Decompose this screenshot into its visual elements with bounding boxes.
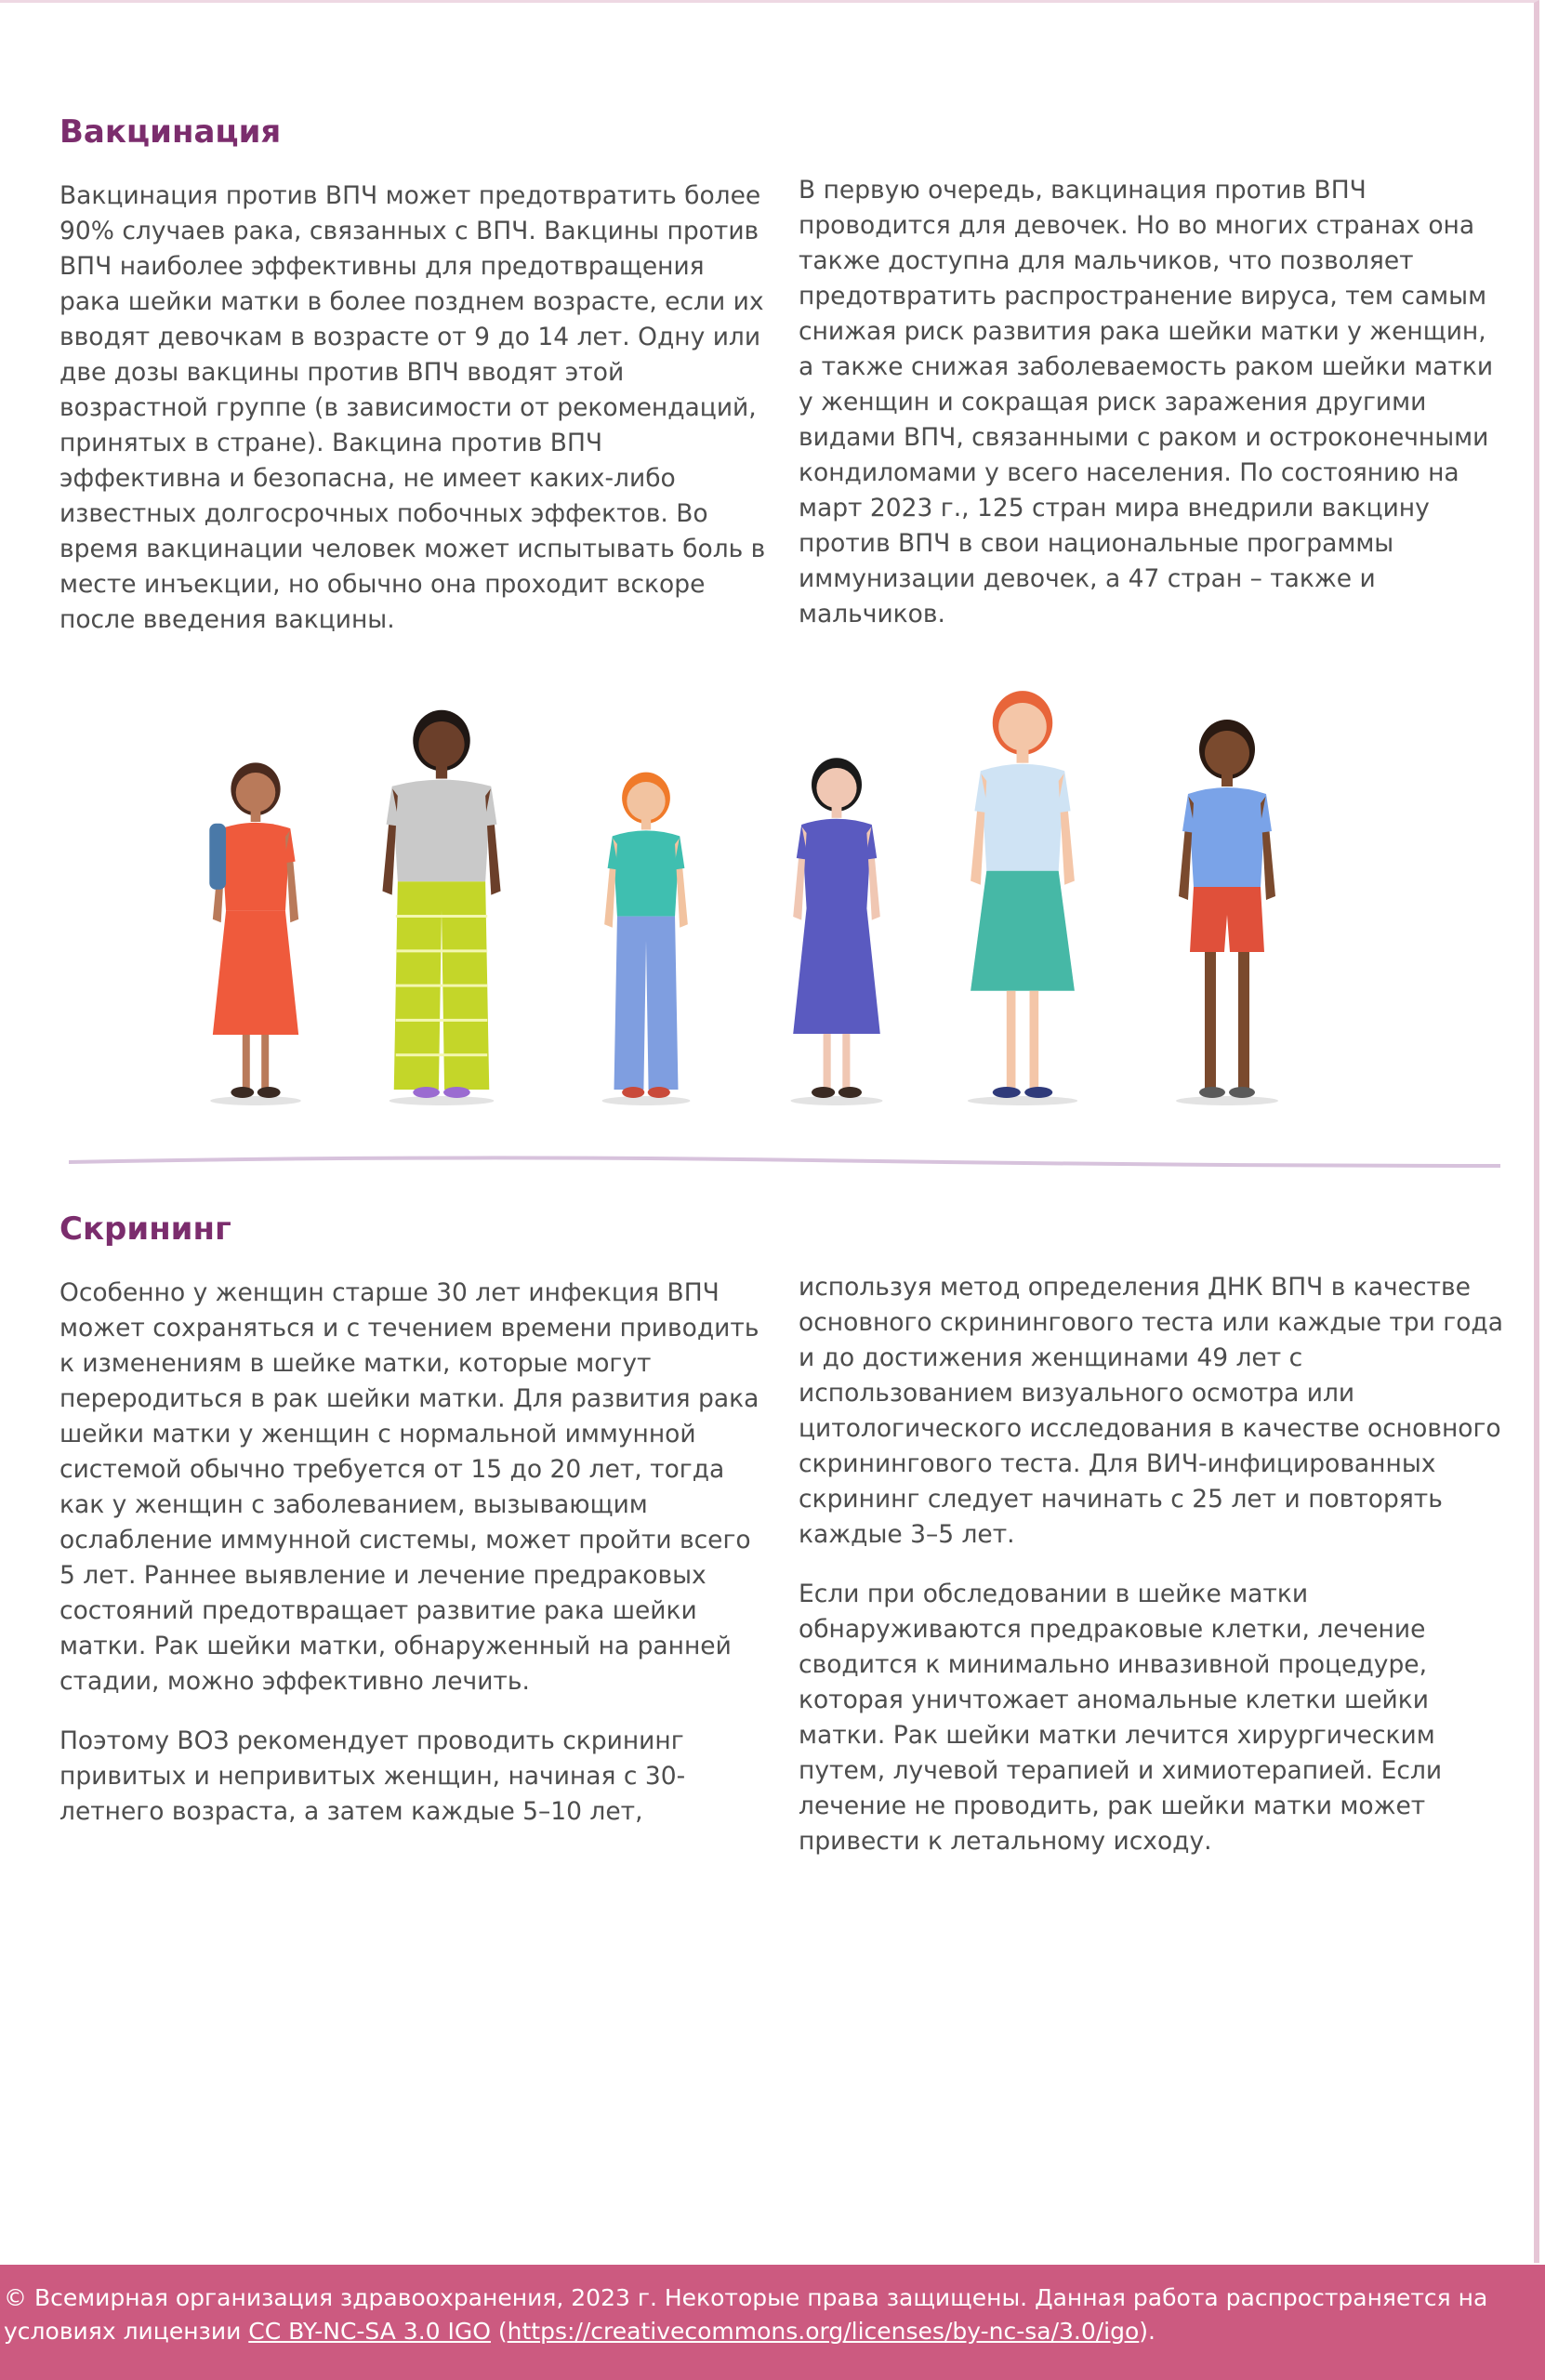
vaccination-heading: Вакцинация	[59, 113, 282, 151]
screening-paragraph: используя метод определения ДНК ВПЧ в качестве основного скринингового теста или каждые три года и до достижения женщинами 49 лет с использованием визуального осмотра или цитологического исследования в качестве основного скринингового теста. Для ВИЧ-инфицированных скрининг следует начинать с 25 лет и повторять каждые 3–5 лет.	[799, 1273, 1503, 1549]
person-figure-boy-orange-hair	[602, 773, 691, 1105]
footer-text-end: ).	[1139, 2318, 1155, 2345]
footer-paren: (	[490, 2318, 508, 2345]
screening-left-column	[59, 1276, 766, 1854]
person-figure-woman-purple-dress	[791, 758, 883, 1105]
screening-heading: Скрининг	[59, 1210, 231, 1248]
vaccination-left-column	[59, 178, 766, 662]
vaccination-paragraph: В первую очередь, вакцинация против ВПЧ проводится для девочек. Но во многих странах она также доступна для мальчиков, что позволяет предотвратить распространение вируса, тем самым снижая риск развития рака шейки матки у женщин, а также снижая заболеваемость раком шейки матки у женщин и сокращая риск заражения другими видами ВПЧ, связанными с раком и остроконечными кондиломами у всего населения. По состоянию на март 2023 г., 125 стран мира внедрили вакцину против ВПЧ в свои национальные программы иммунизации девочек, а 47 стран – также и мальчиков.	[799, 176, 1494, 628]
person-figure-man-blue-shirt	[1176, 720, 1278, 1105]
copyright-footer	[0, 2265, 1545, 2380]
people-illustration	[186, 688, 1357, 1116]
license-url-link[interactable]: https://creativecommons.org/licenses/by-nc-sa/3.0/igo	[507, 2318, 1140, 2345]
screening-paragraph: Если при обследовании в шейке матки обнаруживаются предраковые клетки, лечение сводится к минимально инвазивной процедуре, которая уничтожает аномальные клетки шейки матки. Рак шейки матки лечится хирургическим путем, лучевой терапией и химиотерапией. Если лечение не проводить, рак шейки матки может привести к летальному исходу.	[799, 1580, 1443, 1856]
section-divider	[69, 1153, 1500, 1171]
license-link[interactable]: CC BY-NC-SA 3.0 IGO	[248, 2318, 491, 2345]
person-figure-woman-grey-top	[382, 710, 500, 1105]
vaccination-right-column	[799, 173, 1505, 656]
screening-right-column	[799, 1270, 1505, 1884]
vaccination-paragraph: Вакцинация против ВПЧ может предотвратить более 90% случаев рака, связанных с ВПЧ. Вакцины против ВПЧ наиболее эффективны для предотвращения рака шейки матки в более позднем возрасте, если их вводят девочкам в возрасте от 9 до 14 лет. Одну или две дозы вакцины против ВПЧ вводят этой возрастной группе (в зависимости от рекомендаций, принятых в стране). Вакцина против ВПЧ эффективна и безопасна, не имеет каких-либо известных долгосрочных побочных эффектов. Во время вакцинации человек может испытывать боль в месте инъекции, но обычно она проходит вскоре после введения вакцины.	[59, 181, 766, 634]
person-figure-woman-red-hair	[968, 691, 1077, 1105]
footer-text: © Всемирная организация здравоохранения, 2023 г. Некоторые права защищены. Данная работа распространяется на условиях лицензии	[4, 2284, 1488, 2345]
person-figure-girl-with-backpack	[209, 762, 301, 1105]
screening-paragraph: Особенно у женщин старше 30 лет инфекция ВПЧ может сохраняться и с течением времени приводить к изменениям в шейке матки, которые могут переродиться в рак шейки матки. Для развития рака шейки матки у женщин с нормальной иммунной системой обычно требуется от 15 до 20 лет, тогда как у женщин с заболеванием, вызывающим ослабление иммунной системы, может пройти всего 5 лет. Раннее выявление и лечение предраковых состояний предотвращает развитие рака шейки матки. Рак шейки матки, обнаруженный на ранней стадии, можно эффективно лечить.	[59, 1278, 759, 1696]
screening-paragraph: Поэтому ВОЗ рекомендует проводить скрининг привитых и непривитых женщин, начиная с 30-летнего возраста, а затем каждые 5–10 лет,	[59, 1726, 686, 1826]
